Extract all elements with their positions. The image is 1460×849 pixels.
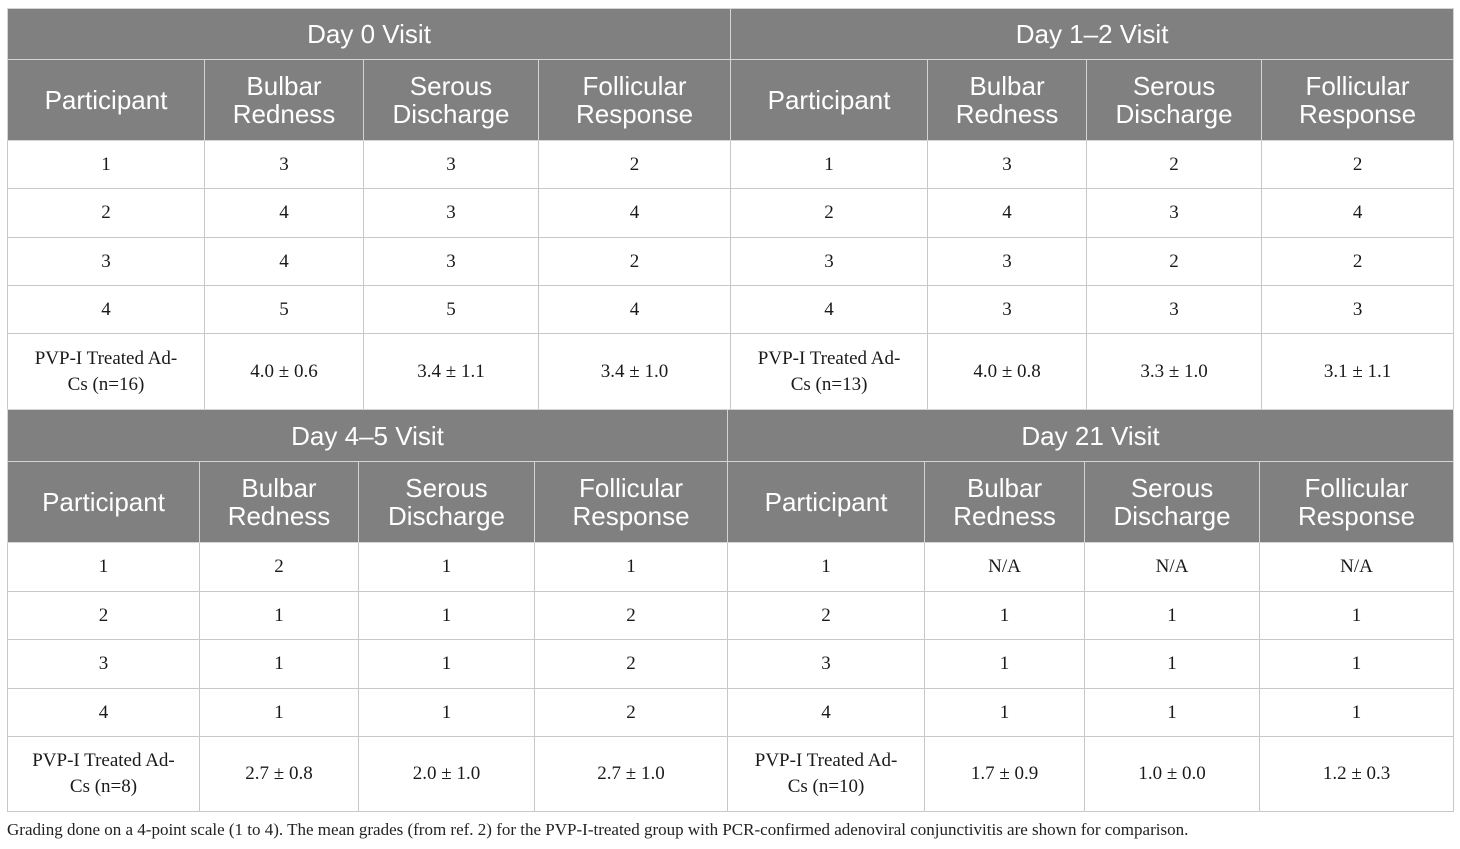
- serous-discharge-cell: 1: [359, 543, 535, 592]
- serous-discharge-cell: 1: [359, 592, 535, 640]
- grading-table-bottom: [7, 409, 1454, 812]
- column-header-participant: Participant: [8, 60, 205, 141]
- serous-discharge-cell: 1: [359, 640, 535, 689]
- summary-serous-discharge: 1.0 ± 0.0: [1085, 737, 1260, 812]
- table-caption: Grading done on a 4-point scale (1 to 4). The mean grades (from ref. 2) for the PVP-I-treated group with PCR-confirmed adenoviral conjunctivitis are shown for comparison.: [7, 820, 1189, 839]
- follicular-response-cell: 3: [1262, 286, 1454, 334]
- participant-cell: 1: [728, 543, 925, 592]
- summary-label: PVP-I Treated Ad-Cs (n=10): [728, 737, 925, 812]
- follicular-response-cell: 1: [1260, 689, 1454, 737]
- participant-cell: 4: [8, 689, 200, 737]
- column-header-follicular-response: Follicular Response: [1262, 60, 1454, 141]
- panel-title: Day 1–2 Visit: [731, 9, 1454, 60]
- table-row: [8, 141, 1454, 189]
- summary-label: PVP-I Treated Ad-Cs (n=16): [8, 334, 205, 410]
- serous-discharge-cell: 3: [364, 238, 539, 286]
- follicular-response-cell: N/A: [1260, 543, 1454, 592]
- follicular-response-cell: 1: [1260, 592, 1454, 640]
- participant-cell: 2: [8, 592, 200, 640]
- table-row: [8, 640, 1454, 689]
- column-header-row: [8, 462, 1454, 543]
- summary-row: [8, 334, 1454, 410]
- column-header-follicular-response: Follicular Response: [1260, 462, 1454, 543]
- column-header-follicular-response: Follicular Response: [539, 60, 731, 141]
- serous-discharge-cell: 1: [1085, 592, 1260, 640]
- summary-follicular-response: 1.2 ± 0.3: [1260, 737, 1454, 812]
- bulbar-redness-cell: 1: [200, 689, 359, 737]
- bulbar-redness-cell: 3: [928, 238, 1087, 286]
- participant-cell: 3: [728, 640, 925, 689]
- participant-cell: 1: [8, 141, 205, 189]
- participant-cell: 3: [8, 238, 205, 286]
- summary-bulbar-redness: 4.0 ± 0.8: [928, 334, 1087, 410]
- bulbar-redness-cell: 4: [928, 189, 1087, 238]
- table-row: [8, 189, 1454, 238]
- serous-discharge-cell: 2: [1087, 141, 1262, 189]
- serous-discharge-cell: N/A: [1085, 543, 1260, 592]
- summary-label: PVP-I Treated Ad-Cs (n=13): [731, 334, 928, 410]
- column-header-bulbar-redness: Bulbar Redness: [928, 60, 1087, 141]
- participant-cell: 4: [731, 286, 928, 334]
- bulbar-redness-cell: 4: [205, 189, 364, 238]
- participant-cell: 2: [731, 189, 928, 238]
- summary-follicular-response: 2.7 ± 1.0: [535, 737, 728, 812]
- summary-serous-discharge: 2.0 ± 1.0: [359, 737, 535, 812]
- column-header-participant: Participant: [8, 462, 200, 543]
- participant-cell: 2: [8, 189, 205, 238]
- panel-title-row: [8, 410, 1454, 462]
- column-header-serous-discharge: Serous Discharge: [364, 60, 539, 141]
- bulbar-redness-cell: 4: [205, 238, 364, 286]
- follicular-response-cell: 4: [1262, 189, 1454, 238]
- follicular-response-cell: 1: [535, 543, 728, 592]
- summary-follicular-response: 3.4 ± 1.0: [539, 334, 731, 410]
- table-row: [8, 543, 1454, 592]
- column-header-participant: Participant: [731, 60, 928, 141]
- follicular-response-cell: 2: [1262, 238, 1454, 286]
- summary-bulbar-redness: 1.7 ± 0.9: [925, 737, 1085, 812]
- summary-serous-discharge: 3.3 ± 1.0: [1087, 334, 1262, 410]
- follicular-response-cell: 1: [1260, 640, 1454, 689]
- serous-discharge-cell: 1: [359, 689, 535, 737]
- bulbar-redness-cell: 1: [925, 592, 1085, 640]
- participant-cell: 1: [8, 543, 200, 592]
- bulbar-redness-cell: N/A: [925, 543, 1085, 592]
- participant-cell: 3: [731, 238, 928, 286]
- serous-discharge-cell: 2: [1087, 238, 1262, 286]
- follicular-response-cell: 4: [539, 286, 731, 334]
- serous-discharge-cell: 5: [364, 286, 539, 334]
- column-header-bulbar-redness: Bulbar Redness: [200, 462, 359, 543]
- follicular-response-cell: 2: [539, 238, 731, 286]
- bulbar-redness-cell: 1: [925, 640, 1085, 689]
- table-row: [8, 238, 1454, 286]
- table-row: [8, 689, 1454, 737]
- column-header-bulbar-redness: Bulbar Redness: [925, 462, 1085, 543]
- bulbar-redness-cell: 3: [928, 141, 1087, 189]
- follicular-response-cell: 2: [535, 640, 728, 689]
- participant-cell: 1: [731, 141, 928, 189]
- follicular-response-cell: 2: [1262, 141, 1454, 189]
- serous-discharge-cell: 3: [364, 189, 539, 238]
- panel-title: Day 0 Visit: [8, 9, 731, 60]
- column-header-follicular-response: Follicular Response: [535, 462, 728, 543]
- column-header-bulbar-redness: Bulbar Redness: [205, 60, 364, 141]
- serous-discharge-cell: 1: [1085, 689, 1260, 737]
- column-header-serous-discharge: Serous Discharge: [359, 462, 535, 543]
- follicular-response-cell: 2: [535, 689, 728, 737]
- participant-cell: 4: [728, 689, 925, 737]
- summary-label: PVP-I Treated Ad-Cs (n=8): [8, 737, 200, 812]
- grading-table-top: [7, 8, 1454, 410]
- panel-title: Day 4–5 Visit: [8, 410, 728, 462]
- participant-cell: 3: [8, 640, 200, 689]
- bulbar-redness-cell: 1: [200, 640, 359, 689]
- column-header-serous-discharge: Serous Discharge: [1085, 462, 1260, 543]
- serous-discharge-cell: 3: [1087, 189, 1262, 238]
- follicular-response-cell: 4: [539, 189, 731, 238]
- bulbar-redness-cell: 5: [205, 286, 364, 334]
- serous-discharge-cell: 3: [1087, 286, 1262, 334]
- summary-follicular-response: 3.1 ± 1.1: [1262, 334, 1454, 410]
- bulbar-redness-cell: 3: [928, 286, 1087, 334]
- summary-bulbar-redness: 4.0 ± 0.6: [205, 334, 364, 410]
- participant-cell: 4: [8, 286, 205, 334]
- summary-serous-discharge: 3.4 ± 1.1: [364, 334, 539, 410]
- panel-title-row: [8, 9, 1454, 60]
- panel-title: Day 21 Visit: [728, 410, 1454, 462]
- serous-discharge-cell: 1: [1085, 640, 1260, 689]
- summary-row: [8, 737, 1454, 812]
- bulbar-redness-cell: 1: [925, 689, 1085, 737]
- column-header-serous-discharge: Serous Discharge: [1087, 60, 1262, 141]
- summary-bulbar-redness: 2.7 ± 0.8: [200, 737, 359, 812]
- column-header-participant: Participant: [728, 462, 925, 543]
- follicular-response-cell: 2: [535, 592, 728, 640]
- serous-discharge-cell: 3: [364, 141, 539, 189]
- participant-cell: 2: [728, 592, 925, 640]
- bulbar-redness-cell: 1: [200, 592, 359, 640]
- table-row: [8, 286, 1454, 334]
- bulbar-redness-cell: 2: [200, 543, 359, 592]
- follicular-response-cell: 2: [539, 141, 731, 189]
- table-row: [8, 592, 1454, 640]
- column-header-row: [8, 60, 1454, 141]
- bulbar-redness-cell: 3: [205, 141, 364, 189]
